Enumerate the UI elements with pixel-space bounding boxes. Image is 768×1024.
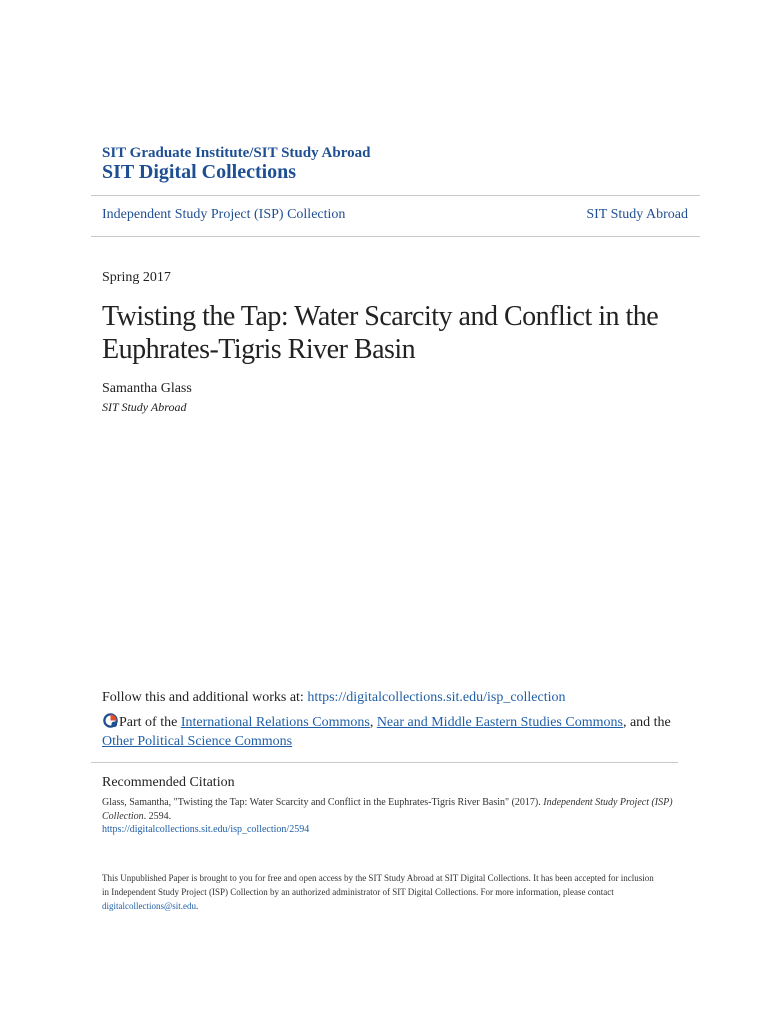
citation-text-before: Glass, Samantha, "Twisting the Tap: Water Scarcity and Conflict in the Euphrates-Tigris River Basin" (2017). [102, 797, 544, 808]
citation-series: Independent Study Project (ISP) Collection [102, 797, 673, 822]
publication-date: Spring 2017 [102, 270, 171, 285]
program-link[interactable]: SIT Study Abroad [586, 207, 688, 222]
paper-title: Twisting the Tap: Water Scarcity and Conflict in the Euphrates-Tigris River Basin [102, 301, 659, 365]
follow-line [102, 690, 566, 706]
part-of-prefix: Part of the [119, 715, 181, 730]
header-divider-top [91, 195, 700, 196]
follow-url-link[interactable]: https://digitalcollections.sit.edu/isp_collection [307, 690, 566, 705]
citation-text-after: . 2594. [143, 811, 172, 822]
citation-url-link[interactable]: https://digitalcollections.sit.edu/isp_collection/2594 [102, 824, 310, 835]
other-political-science-commons-link[interactable]: Other Political Science Commons [102, 734, 293, 749]
contact-email-link[interactable]: digitalcollections@sit.edu [102, 901, 197, 911]
commons-network-icon [102, 712, 119, 729]
collections-title[interactable]: SIT Digital Collections [102, 161, 297, 183]
notice-text: This Unpublished Paper is brought to you for free and open access by the SIT Study Abroad at SIT Digital Collections. It has been accepted for inclusion in Independent Study Project (ISP) Collection by an authorized administrator of SIT Digital Collections. For more information, please contact [102, 873, 654, 897]
author-affiliation: SIT Study Abroad [102, 400, 187, 414]
follow-prefix: Follow this and additional works at: [102, 690, 308, 705]
header-divider-bottom [91, 236, 700, 237]
international-relations-commons-link[interactable]: International Relations Commons [180, 715, 370, 730]
notice-end: . [196, 901, 199, 911]
citation-text [102, 796, 682, 824]
institution-line[interactable]: SIT Graduate Institute/SIT Study Abroad [102, 145, 371, 161]
part-of-separator-2: , and the [622, 715, 671, 730]
access-notice [102, 871, 662, 913]
part-of-line [102, 712, 682, 751]
citation-heading: Recommended Citation [102, 775, 235, 790]
collection-link[interactable]: Independent Study Project (ISP) Collection [102, 207, 346, 222]
near-middle-eastern-studies-commons-link[interactable]: Near and Middle Eastern Studies Commons [376, 715, 623, 730]
author-name: Samantha Glass [102, 381, 192, 396]
citation-divider [91, 762, 678, 763]
part-of-separator-1: , [369, 715, 377, 730]
